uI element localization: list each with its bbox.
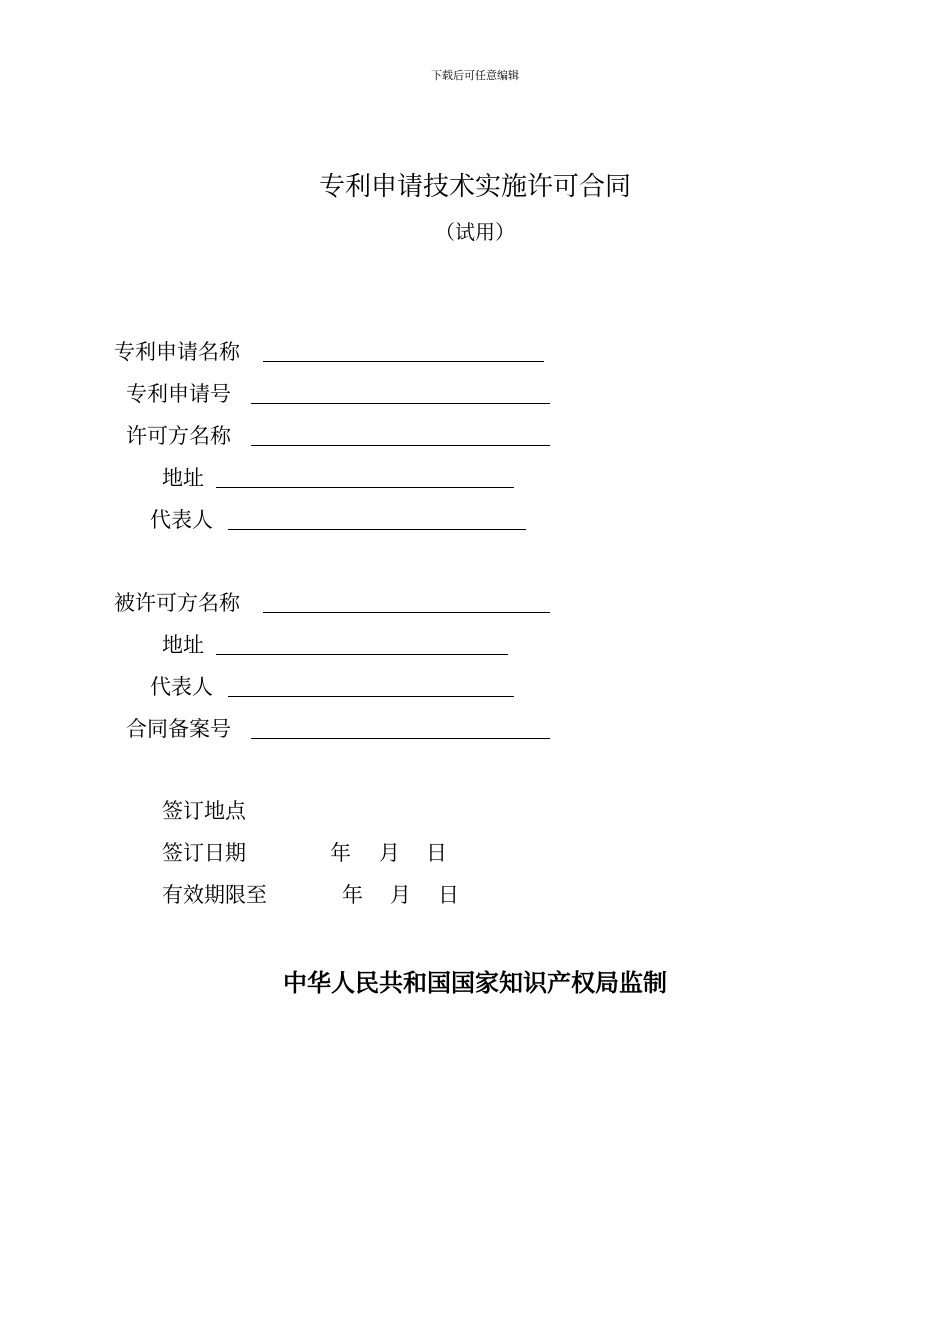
validity-label: 有效期限至 (162, 883, 267, 907)
validity-year: 年 (342, 883, 363, 907)
licensee-rep-label: 代表人 (150, 675, 213, 699)
contract-record-label: 合同备案号 (126, 717, 231, 741)
licensee-name-label: 被许可方名称 (114, 591, 240, 615)
patent-name-label: 专利申请名称 (114, 340, 240, 364)
contract-record-field[interactable] (251, 738, 550, 739)
validity-day: 日 (438, 883, 459, 907)
signing-date-month: 月 (379, 841, 400, 865)
licensor-rep-field[interactable] (228, 529, 526, 530)
licensor-address-field[interactable] (216, 487, 514, 488)
header-note: 下载后可任意编辑 (431, 69, 519, 82)
licensee-rep-field[interactable] (228, 696, 514, 697)
signing-date-year: 年 (330, 841, 351, 865)
signing-date-label: 签订日期 (162, 841, 246, 865)
page-subtitle: （试用） (435, 220, 515, 244)
licensee-name-field[interactable] (263, 612, 550, 613)
patent-number-label: 专利申请号 (126, 382, 231, 406)
licensor-address-label: 地址 (162, 466, 204, 490)
licensor-name-label: 许可方名称 (126, 424, 231, 448)
patent-number-field[interactable] (251, 403, 550, 404)
licensor-rep-label: 代表人 (150, 508, 213, 532)
licensee-address-label: 地址 (162, 633, 204, 657)
signing-date-day: 日 (426, 841, 447, 865)
patent-name-field[interactable] (263, 361, 544, 362)
licensor-name-field[interactable] (251, 445, 550, 446)
page-title: 专利申请技术实施许可合同 (318, 172, 631, 202)
licensee-address-field[interactable] (216, 654, 508, 655)
validity-month: 月 (390, 883, 411, 907)
issuing-authority: 中华人民共和国国家知识产权局监制 (283, 969, 667, 997)
signing-place-label: 签订地点 (162, 799, 246, 823)
